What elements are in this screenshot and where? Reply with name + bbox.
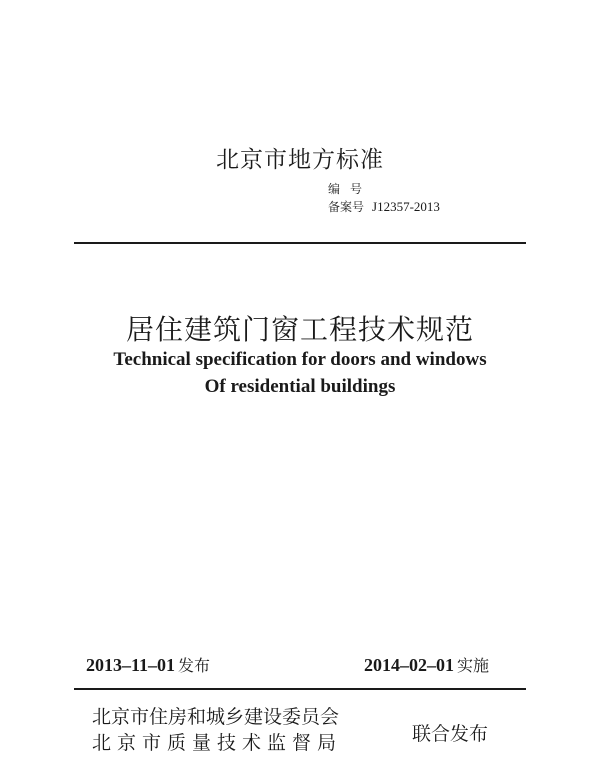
issuing-authorities bbox=[92, 704, 342, 756]
issue-date bbox=[86, 653, 210, 676]
implementation-date-value: 2014–02–01 bbox=[364, 655, 454, 675]
joint-issue-label: 联合发布 bbox=[412, 723, 489, 745]
filing-number-label: 备案号 bbox=[328, 200, 365, 214]
standard-title-en-line2: Of residential buildings bbox=[204, 376, 396, 397]
standard-codes bbox=[328, 180, 440, 216]
standard-title-zh: 居住建筑门窗工程技术规范 bbox=[125, 313, 474, 346]
standard-number-row bbox=[328, 180, 440, 198]
top-divider bbox=[74, 242, 526, 244]
issue-date-value: 2013–11–01 bbox=[86, 655, 176, 675]
bottom-divider bbox=[74, 688, 526, 690]
standard-number-label: 编号 bbox=[328, 182, 373, 196]
filing-number-row bbox=[328, 198, 440, 216]
standard-type-heading: 北京市地方标准 bbox=[216, 147, 384, 173]
standard-title-en-line1: Technical specification for doors and windows bbox=[113, 349, 487, 370]
issue-date-label: 发布 bbox=[178, 656, 211, 675]
implementation-date-label: 实施 bbox=[457, 656, 490, 675]
filing-number-value: J12357-2013 bbox=[372, 199, 440, 214]
implementation-date bbox=[364, 653, 489, 676]
issuer-quality-bureau: 北京市质量技术监督局 bbox=[92, 732, 343, 754]
issuer-housing-commission: 北京市住房和城乡建设委员会 bbox=[92, 706, 340, 728]
